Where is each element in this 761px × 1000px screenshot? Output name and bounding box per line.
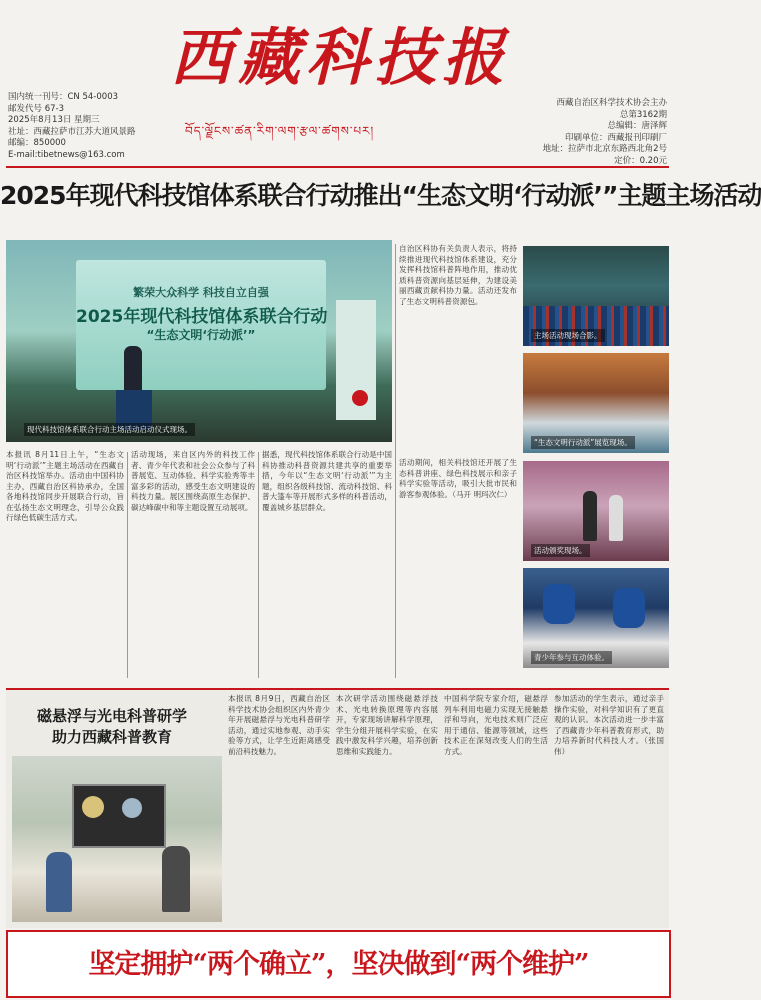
info-line: 国内统一刊号：CN 54-0003 <box>8 92 119 102</box>
info-line: 总第3162期 <box>619 109 667 120</box>
student-figure <box>162 846 190 912</box>
exhibit-sphere <box>122 798 142 818</box>
stage-text-1: 繁荣大众科学 科技自立自强 <box>133 286 269 299</box>
lead-column-5: 活动期间，相关科技馆还开展了生态科普讲座、绿色科技展示和亲子科学实验等活动，吸引大批市民和游客参观体验。（马开 明玛次仁） <box>399 458 517 499</box>
second-story-photo[interactable] <box>12 756 222 922</box>
info-line: 总编辑：唐泽辉 <box>607 121 667 131</box>
side-photo-1-caption: 主场活动现场合影。 <box>531 329 605 342</box>
info-line: 西藏自治区科学技术协会主办 <box>556 98 667 108</box>
side-photo-2[interactable] <box>523 353 669 453</box>
publication-info-left <box>8 92 178 161</box>
column-divider <box>258 452 259 678</box>
person-figure <box>609 495 623 541</box>
lead-column-4: 自治区科协有关负责人表示，将持续推进现代科技馆体系建设，充分发挥科技馆科普阵地作用，推动优质科普资源向基层延伸，为建设美丽西藏贡献科协力量。活动还发布了生态文明科普资源包。 <box>399 244 517 306</box>
lead-column-1: 本报讯 8月11日上午，“生态文明‘行动派’”主题主场活动在西藏自治区科技馆举办。活动由中国科协主办，西藏自治区科协承办，全国各地科技馆同步开展联合行动，旨在弘扬生态文明理念，引导公众践行绿色低碳生活方式。 <box>6 450 124 522</box>
info-line: 邮编：850000 <box>8 138 66 148</box>
second-column-2: 本次研学活动围绕磁悬浮技术、光电转换原理等内容展开，专家现场讲解科学原理，学生分组开展科学实验，在实践中激发科学兴趣，培养创新思维和实践能力。 <box>336 694 438 756</box>
masthead <box>0 0 675 168</box>
student-figure <box>46 852 72 912</box>
stage-text-3: “生态文明‘行动派’” <box>146 328 256 342</box>
emblem-icon <box>352 390 368 406</box>
newspaper-title: 西藏科技报 <box>170 21 511 94</box>
column-divider <box>395 244 396 678</box>
info-line: 定价：0.20元 <box>614 155 667 166</box>
second-column-1: 本报讯 8月9日，西藏自治区科学技术协会组织区内外青少年开展磁悬浮与光电科普研学活动，通过实地参观、动手实验等方式，让学生近距离感受前沿科技魅力。 <box>228 694 330 756</box>
main-photo[interactable] <box>6 240 392 442</box>
tibetan-title: བོད་ལྗོངས་ཚན་རིག་ལག་རྩལ་ཚགས་པར། <box>185 124 375 138</box>
student-figure <box>613 588 645 628</box>
speaker-figure <box>124 346 142 396</box>
political-slogan-banner <box>6 930 671 998</box>
email-link[interactable]: E-mail:tibetnews@163.com <box>8 149 125 160</box>
lead-headline[interactable]: 2025年现代科技馆体系联合行动推出“生态文明‘行动派’”主题主场活动 <box>0 181 761 210</box>
side-photo-2-caption: “生态文明行动派”展览现场。 <box>531 436 635 449</box>
second-story-title[interactable] <box>12 706 212 748</box>
side-photo-3-caption: 活动颁奖现场。 <box>531 544 590 557</box>
side-photo-1[interactable] <box>523 246 669 346</box>
column-divider <box>127 452 128 678</box>
info-line: 地址：拉萨市北京东路西北角2号 <box>542 144 667 154</box>
stage-text-2: 2025年现代科技馆体系联合行动 <box>76 307 328 327</box>
second-story-box <box>6 688 669 928</box>
side-photo-3[interactable] <box>523 461 669 561</box>
lead-column-3: 据悉，现代科技馆体系联合行动是中国科协推动科普资源共建共享的重要举措，今年以“生态文明‘行动派’”为主题，组织各级科技馆、流动科技馆、科普大篷车等开展形式多样的科普活动，覆盖城乡基层群众。 <box>262 450 392 512</box>
main-photo-caption: 现代科技馆体系联合行动主场活动启动仪式现场。 <box>24 423 195 436</box>
second-story-title-line-2: 助力西藏科普教育 <box>51 728 172 746</box>
info-line: 邮发代号 67-3 <box>8 103 64 114</box>
masthead-rule <box>6 166 669 168</box>
info-line: 2025年8月13日 星期三 <box>8 115 100 125</box>
publication-info-right <box>517 98 667 167</box>
lead-column-2: 活动现场，来自区内外的科技工作者、青少年代表和社会公众参与了科普展览、互动体验、科学实验秀等丰富多彩的活动，感受生态文明建设的科技力量。展区围绕高原生态保护、碳达峰碳中和等主题设置互动展项。 <box>131 450 255 512</box>
second-column-3: 中国科学院专家介绍，磁悬浮列车利用电磁力实现无接触悬浮和导向，光电技术则广泛应用于通信、能源等领域，这些技术正在深刻改变人们的生活方式。 <box>444 694 548 756</box>
exhibit-sphere <box>82 796 104 818</box>
second-column-4: 参加活动的学生表示，通过亲手操作实验，对科学知识有了更直观的认识。本次活动进一步丰富了西藏青少年科普教育形式，助力培养新时代科技人才。（张国伟） <box>554 694 664 756</box>
banner-text: 坚定拥护“两个确立”，坚决做到“两个维护” <box>88 949 589 980</box>
side-photo-4-caption: 青少年参与互动体验。 <box>531 651 612 664</box>
second-story-title-line-1: 磁悬浮与光电科普研学 <box>36 707 187 725</box>
student-figure <box>543 584 575 624</box>
info-line: 印刷单位：西藏报刊印刷厂 <box>564 132 667 143</box>
side-photo-4[interactable] <box>523 568 669 668</box>
person-figure <box>583 491 597 541</box>
info-line: 社址：西藏拉萨市江苏大道风景路 <box>8 126 136 137</box>
